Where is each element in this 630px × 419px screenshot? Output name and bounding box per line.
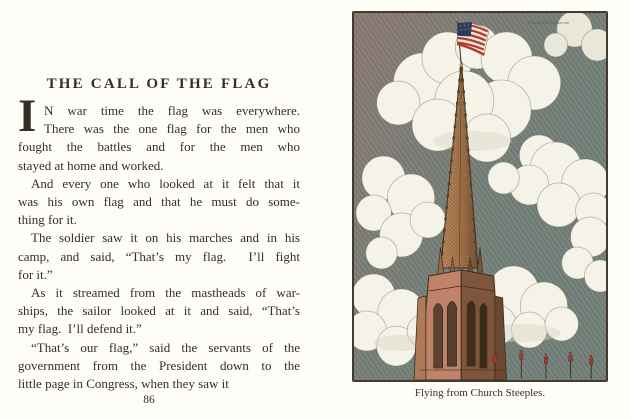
text-line: camp, and said, “That’s my flag. I’ll fight [18, 248, 300, 264]
illustration-frame [352, 11, 608, 382]
text-line: thing for it. [18, 212, 77, 228]
flagpole-finial [460, 63, 463, 66]
text-line: “That’s our flag,” said the servants of the [31, 339, 300, 355]
paragraph [18, 339, 300, 394]
body-text [18, 90, 300, 393]
paragraph [18, 90, 300, 175]
paragraph [18, 284, 300, 339]
text-line: And every one who looked at it felt that it [31, 175, 300, 191]
text-line: my flag. I’ll defend it.” [18, 321, 142, 337]
text-line: little page in Congress, when they saw it [18, 376, 229, 392]
paragraph [18, 229, 300, 284]
text-line: N war time the flag was everywhere. [44, 103, 300, 118]
drop-cap: I [18, 90, 37, 142]
text-line: ships, the sailor looked at it and said, “That’s [18, 303, 300, 319]
text-line: As it streamed from the mastheads of war- [31, 285, 300, 301]
artist-signature: Elizabeth Colborne [528, 19, 570, 26]
text-line: The soldier saw it on his marches and in his [31, 230, 300, 246]
text-line: There was the one flag for the men who [44, 121, 300, 137]
page-title: THE CALL OF THE FLAG [46, 76, 272, 92]
page-number: 86 [143, 394, 155, 406]
text-line: government from the President down to the [18, 357, 300, 373]
illustration-caption: Flying from Church Steeples. [414, 387, 546, 399]
paragraph [18, 175, 300, 230]
church-steeple-illustration [354, 13, 606, 380]
text-line: was his own flag and that he must do some- [18, 194, 300, 210]
left-page [18, 76, 300, 393]
text-line: for it.” [18, 266, 53, 282]
text-line: fought the battles and for the men who [18, 139, 300, 155]
text-line: stayed at home and worked. [18, 157, 164, 173]
